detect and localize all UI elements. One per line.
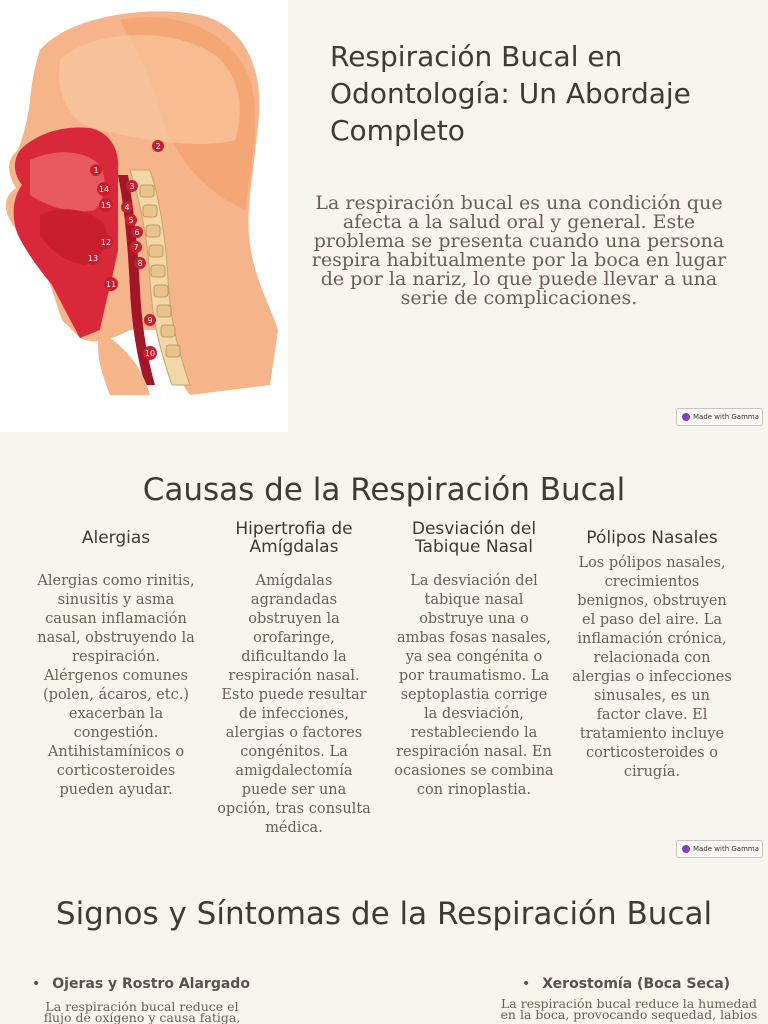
cause-title: Alergias <box>81 528 151 548</box>
fig-num: 1 <box>93 166 99 175</box>
badge-label: Made with Gamma <box>693 845 760 853</box>
symptom-item <box>32 976 252 1023</box>
fig-num: 15 <box>100 201 112 210</box>
fig-num: 7 <box>133 243 139 252</box>
section-title-symptoms: Signos y Síntomas de la Respiración Bucal <box>55 896 713 932</box>
head-sagittal-section-image <box>0 0 288 432</box>
made-with-gamma-badge[interactable] <box>676 840 763 858</box>
cause-title: Hipertrofia de Amígdalas <box>235 519 353 557</box>
cause-text: Amígdalas agrandadas obstruyen la orofaringe, dificultando la respiración nasal. Esto puede resultar de infecciones, alergias o factores congénitos. La amigdalectomía puede ser una opción, tras consulta médica. <box>217 573 371 836</box>
cause-card-tonsils <box>214 518 374 838</box>
symptom-text <box>32 1001 252 1023</box>
cause-title: Desviación del Tabique Nasal <box>411 519 537 557</box>
section-title-causes: Causas de la Respiración Bucal <box>142 472 626 508</box>
slide-title <box>0 0 768 432</box>
fig-num: 9 <box>147 316 153 325</box>
cause-title: Pólipos Nasales <box>586 528 718 548</box>
made-with-gamma-badge[interactable] <box>676 408 763 426</box>
symptom-item <box>500 976 758 1020</box>
symptom-heading <box>32 976 252 992</box>
fig-num: 3 <box>129 182 135 191</box>
fig-num: 8 <box>137 259 143 268</box>
fig-num: 13 <box>87 254 99 263</box>
symptom-text-line: en la boca, provocando sequedad, labios <box>500 1007 758 1022</box>
fig-num: 2 <box>155 142 161 151</box>
symptom-heading <box>500 976 758 992</box>
cause-card-allergies <box>36 518 196 800</box>
fig-num: 10 <box>144 349 156 358</box>
gamma-logo-icon <box>682 845 690 853</box>
symptom-text-line: flujo de oxígeno y causa fatiga, <box>43 1010 241 1024</box>
symptom-text-line: La respiración bucal reduce la humedad <box>501 996 757 1011</box>
gamma-logo-icon <box>682 413 690 421</box>
cause-card-septum <box>394 518 554 800</box>
anatomy-illustration <box>0 0 288 432</box>
fig-num: 14 <box>98 185 110 194</box>
symptom-title: Xerostomía (Boca Seca) <box>542 976 731 992</box>
cause-text: Los pólipos nasales, crecimientos benignos, obstruyen el paso del aire. La inflamación crónica, relacionada con alergias o infecciones sinusales, es un factor clave. El tratamiento incluye corticosteroides o cirugía. <box>572 555 732 780</box>
slide-causes <box>0 432 768 864</box>
symptom-title: Ojeras y Rostro Alargado <box>52 976 250 992</box>
badge-label: Made with Gamma <box>693 413 760 421</box>
cause-card-polyps <box>572 518 732 782</box>
symptom-text <box>500 998 758 1020</box>
fig-num: 12 <box>100 238 112 247</box>
fig-num: 4 <box>124 203 130 212</box>
symptom-text-line: La respiración bucal reduce el <box>45 999 239 1014</box>
cause-text: Alergias como rinitis, sinusitis y asma causan inflamación nasal, obstruyendo la respiración. Alérgenos comunes (polen, ácaros, etc.) exacerban la congestión. Antihistamínicos o corticosteroides pueden ayudar. <box>37 573 195 798</box>
intro-paragraph: La respiración bucal es una condición que afecta a la salud oral y general. Este problema se presenta cuando una persona respira habitualmente por la boca en lugar de por la nariz, lo que puede llevar a una serie de complicaciones. <box>311 192 727 309</box>
page-title: Respiración Bucal en Odontología: Un Abordaje Completo <box>330 40 691 147</box>
fig-num: 5 <box>128 216 134 225</box>
bullet-icon: • <box>522 976 531 992</box>
fig-num: 6 <box>134 228 140 237</box>
cause-text: La desviación del tabique nasal obstruye una o ambas fosas nasales, ya sea congénita o por traumatismo. La septoplastia corrige la desviación, restableciendo la respiración nasal. En ocasiones se combina con rinoplastia. <box>394 573 554 798</box>
bullet-icon: • <box>32 976 41 992</box>
slide-symptoms <box>0 864 768 1024</box>
fig-num: 11 <box>105 280 117 289</box>
